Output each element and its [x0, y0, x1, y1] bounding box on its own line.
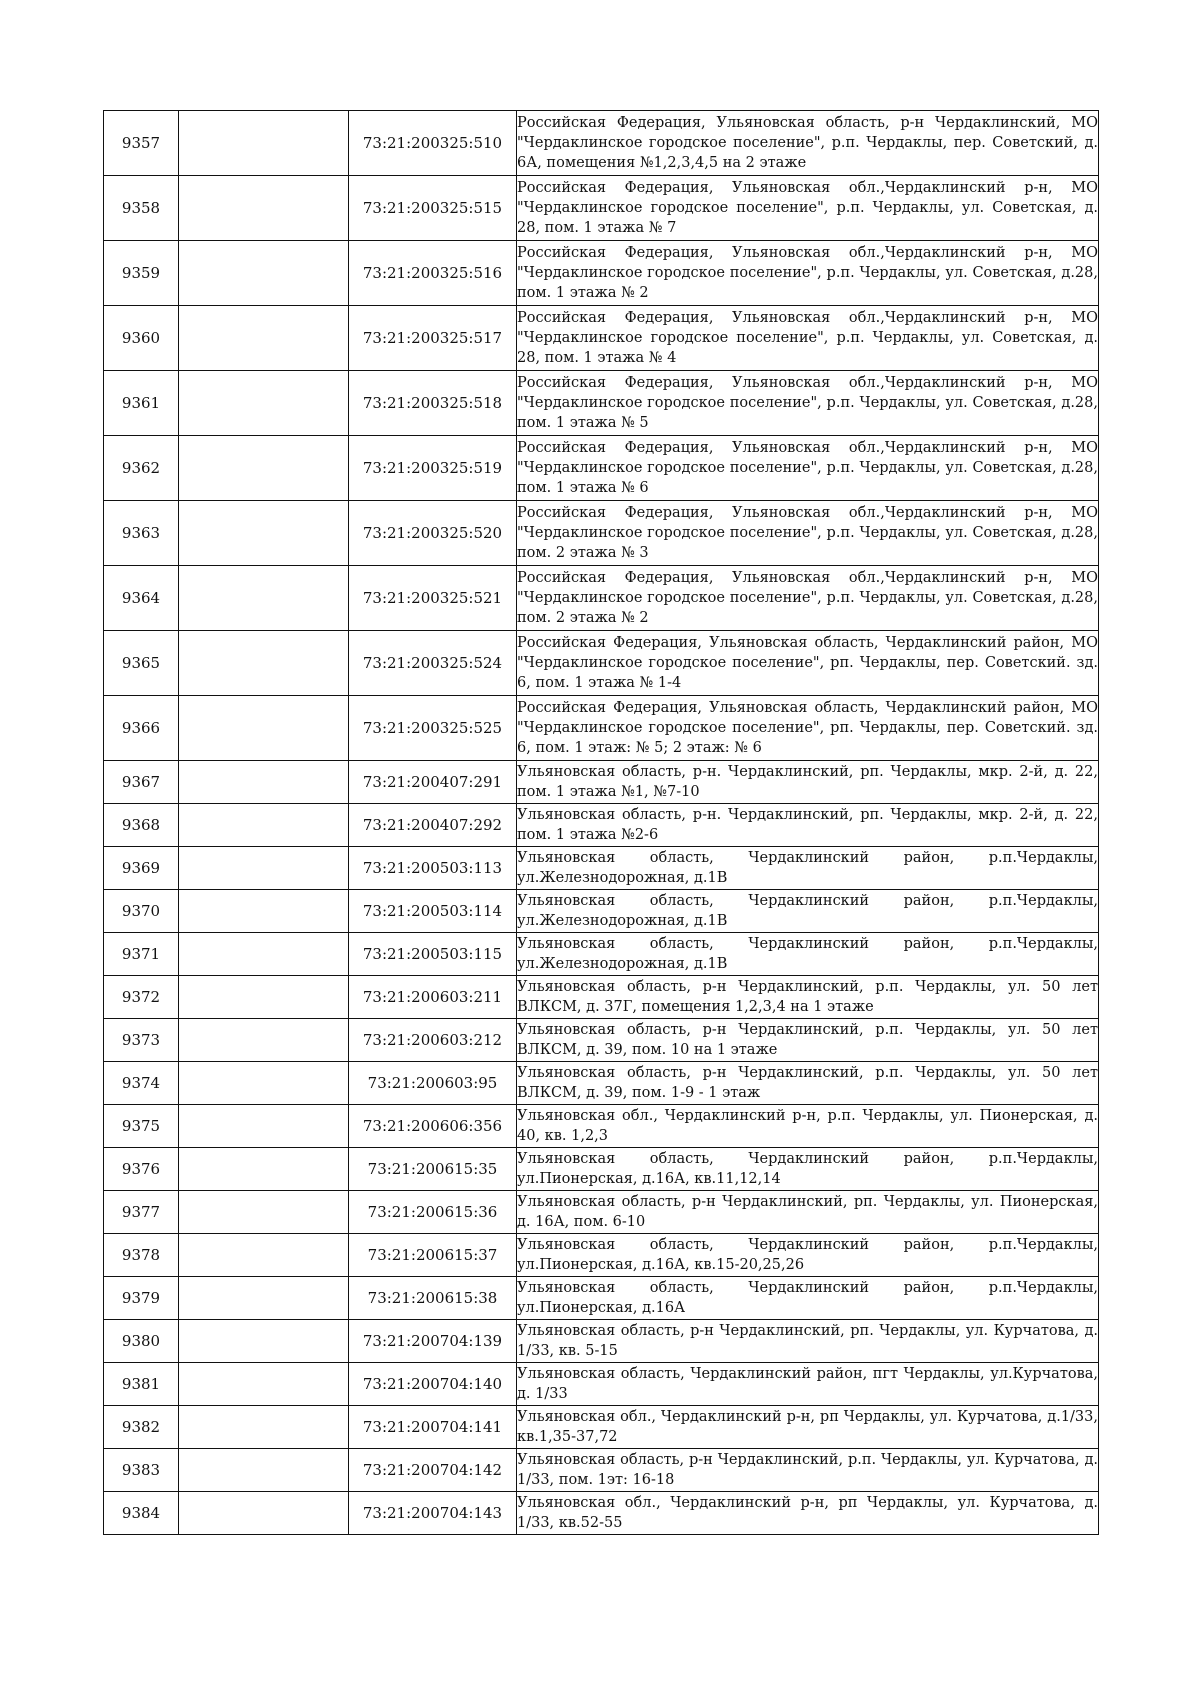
empty-cell [179, 1234, 349, 1277]
table-row [104, 1320, 1099, 1363]
address-cell: Ульяновская обл., Чердаклинский р-н, рп Чердаклы, ул. Курчатова, д. 1/33, кв.52-55 [517, 1492, 1099, 1535]
empty-cell [179, 1363, 349, 1406]
table-row [104, 1492, 1099, 1535]
address-cell: Ульяновская обл., Чердаклинский р-н, р.п. Чердаклы, ул. Пионерская, д. 40, кв. 1,2,3 [517, 1105, 1099, 1148]
empty-cell [179, 1105, 349, 1148]
empty-cell [179, 696, 349, 761]
empty-cell [179, 111, 349, 176]
row-number: 9379 [104, 1277, 179, 1320]
row-number: 9368 [104, 804, 179, 847]
cadastral-number: 73:21:200503:113 [349, 847, 517, 890]
cadastral-number: 73:21:200603:212 [349, 1019, 517, 1062]
cadastral-number: 73:21:200325:515 [349, 176, 517, 241]
row-number: 9377 [104, 1191, 179, 1234]
cadastral-number: 73:21:200407:292 [349, 804, 517, 847]
row-number: 9364 [104, 566, 179, 631]
empty-cell [179, 241, 349, 306]
address-cell: Ульяновская область, р-н Чердаклинский, рп. Чердаклы, ул. Пионерская, д. 16А, пом. 6-10 [517, 1191, 1099, 1234]
cadastral-number: 73:21:200325:521 [349, 566, 517, 631]
row-number: 9378 [104, 1234, 179, 1277]
table-row [104, 306, 1099, 371]
row-number: 9363 [104, 501, 179, 566]
address-cell: Ульяновская область, Чердаклинский район, р.п.Чердаклы, ул.Пионерская, д.16А, кв.11,12,14 [517, 1148, 1099, 1191]
registry-table-body [104, 111, 1099, 1535]
address-cell: Ульяновская область, Чердаклинский район, р.п.Чердаклы, ул.Железнодорожная, д.1В [517, 890, 1099, 933]
address-cell: Ульяновская область, р-н Чердаклинский, р.п. Чердаклы, ул. Курчатова, д. 1/33, пом. 1эт: 16-18 [517, 1449, 1099, 1492]
address-cell: Ульяновская область, Чердаклинский район, р.п.Чердаклы, ул.Железнодорожная, д.1В [517, 933, 1099, 976]
table-row [104, 761, 1099, 804]
empty-cell [179, 566, 349, 631]
address-cell: Ульяновская область, р-н Чердаклинский, р.п. Чердаклы, ул. 50 лет ВЛКСМ, д. 39, пом. 10 на 1 этаже [517, 1019, 1099, 1062]
address-cell: Российская Федерация, Ульяновская область, р-н Чердаклинский, МО "Чердаклинское городское поселение", р.п. Чердаклы, пер. Советский, д. 6А, помещения №1,2,3,4,5 на 2 этаже [517, 111, 1099, 176]
cadastral-number: 73:21:200325:525 [349, 696, 517, 761]
empty-cell [179, 1449, 349, 1492]
address-cell: Российская Федерация, Ульяновская обл.,Чердаклинский р-н, МО "Чердаклинское городское поселение", р.п. Чердаклы, ул. Советская, д. 28, пом. 1 этажа № 4 [517, 306, 1099, 371]
table-row [104, 631, 1099, 696]
address-cell: Ульяновская обл., Чердаклинский р-н, рп Чердаклы, ул. Курчатова, д.1/33, кв.1,35-37,72 [517, 1406, 1099, 1449]
table-row [104, 1449, 1099, 1492]
empty-cell [179, 631, 349, 696]
empty-cell [179, 176, 349, 241]
row-number: 9359 [104, 241, 179, 306]
registry-table [103, 110, 1099, 1535]
row-number: 9365 [104, 631, 179, 696]
row-number: 9380 [104, 1320, 179, 1363]
cadastral-number: 73:21:200704:141 [349, 1406, 517, 1449]
row-number: 9366 [104, 696, 179, 761]
row-number: 9373 [104, 1019, 179, 1062]
table-row [104, 1363, 1099, 1406]
cadastral-number: 73:21:200615:38 [349, 1277, 517, 1320]
table-row [104, 501, 1099, 566]
address-cell: Ульяновская область, р-н Чердаклинский, р.п. Чердаклы, ул. 50 лет ВЛКСМ, д. 39, пом. 1-9 - 1 этаж [517, 1062, 1099, 1105]
row-number: 9376 [104, 1148, 179, 1191]
empty-cell [179, 1019, 349, 1062]
empty-cell [179, 761, 349, 804]
cadastral-number: 73:21:200615:36 [349, 1191, 517, 1234]
table-row [104, 1277, 1099, 1320]
empty-cell [179, 804, 349, 847]
address-cell: Российская Федерация, Ульяновская обл.,Чердаклинский р-н, МО "Чердаклинское городское поселение", р.п. Чердаклы, ул. Советская, д.28, пом. 2 этажа № 3 [517, 501, 1099, 566]
address-cell: Ульяновская область, Чердаклинский район, р.п.Чердаклы, ул.Железнодорожная, д.1В [517, 847, 1099, 890]
empty-cell [179, 1277, 349, 1320]
empty-cell [179, 1320, 349, 1363]
address-cell: Российская Федерация, Ульяновская обл.,Чердаклинский р-н, МО "Чердаклинское городское поселение", р.п. Чердаклы, ул. Советская, д.28, пом. 1 этажа № 6 [517, 436, 1099, 501]
row-number: 9367 [104, 761, 179, 804]
cadastral-number: 73:21:200704:142 [349, 1449, 517, 1492]
table-row [104, 933, 1099, 976]
row-number: 9370 [104, 890, 179, 933]
table-row [104, 241, 1099, 306]
table-row [104, 371, 1099, 436]
empty-cell [179, 1191, 349, 1234]
row-number: 9384 [104, 1492, 179, 1535]
cadastral-number: 73:21:200407:291 [349, 761, 517, 804]
cadastral-number: 73:21:200603:95 [349, 1062, 517, 1105]
cadastral-number: 73:21:200325:519 [349, 436, 517, 501]
address-cell: Ульяновская область, Чердаклинский район, р.п.Чердаклы, ул.Пионерская, д.16А, кв.15-20,25,26 [517, 1234, 1099, 1277]
table-row [104, 176, 1099, 241]
row-number: 9358 [104, 176, 179, 241]
row-number: 9371 [104, 933, 179, 976]
table-row [104, 1062, 1099, 1105]
address-cell: Российская Федерация, Ульяновская область, Чердаклинский район, МО "Чердаклинское городское поселение", рп. Чердаклы, пер. Советский. зд. 6, пом. 1 этаж: № 5; 2 этаж: № 6 [517, 696, 1099, 761]
table-row [104, 436, 1099, 501]
row-number: 9374 [104, 1062, 179, 1105]
address-cell: Ульяновская область, Чердаклинский район, р.п.Чердаклы, ул.Пионерская, д.16А [517, 1277, 1099, 1320]
cadastral-number: 73:21:200606:356 [349, 1105, 517, 1148]
table-row [104, 1105, 1099, 1148]
empty-cell [179, 933, 349, 976]
cadastral-number: 73:21:200603:211 [349, 976, 517, 1019]
table-row [104, 1019, 1099, 1062]
cadastral-number: 73:21:200325:516 [349, 241, 517, 306]
row-number: 9381 [104, 1363, 179, 1406]
empty-cell [179, 847, 349, 890]
row-number: 9357 [104, 111, 179, 176]
row-number: 9372 [104, 976, 179, 1019]
row-number: 9375 [104, 1105, 179, 1148]
row-number: 9382 [104, 1406, 179, 1449]
address-cell: Ульяновская область, р-н Чердаклинский, р.п. Чердаклы, ул. 50 лет ВЛКСМ, д. 37Г, помещения 1,2,3,4 на 1 этаже [517, 976, 1099, 1019]
cadastral-number: 73:21:200325:510 [349, 111, 517, 176]
cadastral-number: 73:21:200325:517 [349, 306, 517, 371]
address-cell: Российская Федерация, Ульяновская обл.,Чердаклинский р-н, МО "Чердаклинское городское поселение", р.п. Чердаклы, ул. Советская, д.28, пом. 1 этажа № 5 [517, 371, 1099, 436]
table-row [104, 696, 1099, 761]
address-cell: Ульяновская область, р-н. Чердаклинский, рп. Чердаклы, мкр. 2-й, д. 22, пом. 1 этажа №1, №7-10 [517, 761, 1099, 804]
cadastral-number: 73:21:200704:139 [349, 1320, 517, 1363]
empty-cell [179, 436, 349, 501]
empty-cell [179, 1406, 349, 1449]
address-cell: Российская Федерация, Ульяновская область, Чердаклинский район, МО "Чердаклинское городское поселение", рп. Чердаклы, пер. Советский. зд. 6, пом. 1 этажа № 1-4 [517, 631, 1099, 696]
table-row [104, 1406, 1099, 1449]
cadastral-number: 73:21:200503:115 [349, 933, 517, 976]
empty-cell [179, 1148, 349, 1191]
empty-cell [179, 371, 349, 436]
cadastral-number: 73:21:200615:35 [349, 1148, 517, 1191]
table-row [104, 1148, 1099, 1191]
empty-cell [179, 1062, 349, 1105]
empty-cell [179, 306, 349, 371]
table-row [104, 804, 1099, 847]
address-cell: Ульяновская область, Чердаклинский район, пгт Чердаклы, ул.Курчатова, д. 1/33 [517, 1363, 1099, 1406]
row-number: 9362 [104, 436, 179, 501]
empty-cell [179, 1492, 349, 1535]
cadastral-number: 73:21:200325:524 [349, 631, 517, 696]
table-row [104, 847, 1099, 890]
empty-cell [179, 501, 349, 566]
table-row [104, 111, 1099, 176]
row-number: 9360 [104, 306, 179, 371]
cadastral-number: 73:21:200325:520 [349, 501, 517, 566]
table-row [104, 1234, 1099, 1277]
empty-cell [179, 976, 349, 1019]
address-cell: Российская Федерация, Ульяновская обл.,Чердаклинский р-н, МО "Чердаклинское городское поселение", р.п. Чердаклы, ул. Советская, д.28, пом. 2 этажа № 2 [517, 566, 1099, 631]
cadastral-number: 73:21:200704:140 [349, 1363, 517, 1406]
cadastral-number: 73:21:200325:518 [349, 371, 517, 436]
address-cell: Ульяновская область, р-н. Чердаклинский, рп. Чердаклы, мкр. 2-й, д. 22, пом. 1 этажа №2-6 [517, 804, 1099, 847]
cadastral-number: 73:21:200615:37 [349, 1234, 517, 1277]
table-row [104, 976, 1099, 1019]
address-cell: Ульяновская область, р-н Чердаклинский, рп. Чердаклы, ул. Курчатова, д. 1/33, кв. 5-15 [517, 1320, 1099, 1363]
cadastral-number: 73:21:200704:143 [349, 1492, 517, 1535]
table-row [104, 1191, 1099, 1234]
row-number: 9383 [104, 1449, 179, 1492]
row-number: 9361 [104, 371, 179, 436]
table-row [104, 566, 1099, 631]
address-cell: Российская Федерация, Ульяновская обл.,Чердаклинский р-н, МО "Чердаклинское городское поселение", р.п. Чердаклы, ул. Советская, д. 28, пом. 1 этажа № 7 [517, 176, 1099, 241]
row-number: 9369 [104, 847, 179, 890]
cadastral-number: 73:21:200503:114 [349, 890, 517, 933]
table-row [104, 890, 1099, 933]
empty-cell [179, 890, 349, 933]
address-cell: Российская Федерация, Ульяновская обл.,Чердаклинский р-н, МО "Чердаклинское городское поселение", р.п. Чердаклы, ул. Советская, д.28, пом. 1 этажа № 2 [517, 241, 1099, 306]
